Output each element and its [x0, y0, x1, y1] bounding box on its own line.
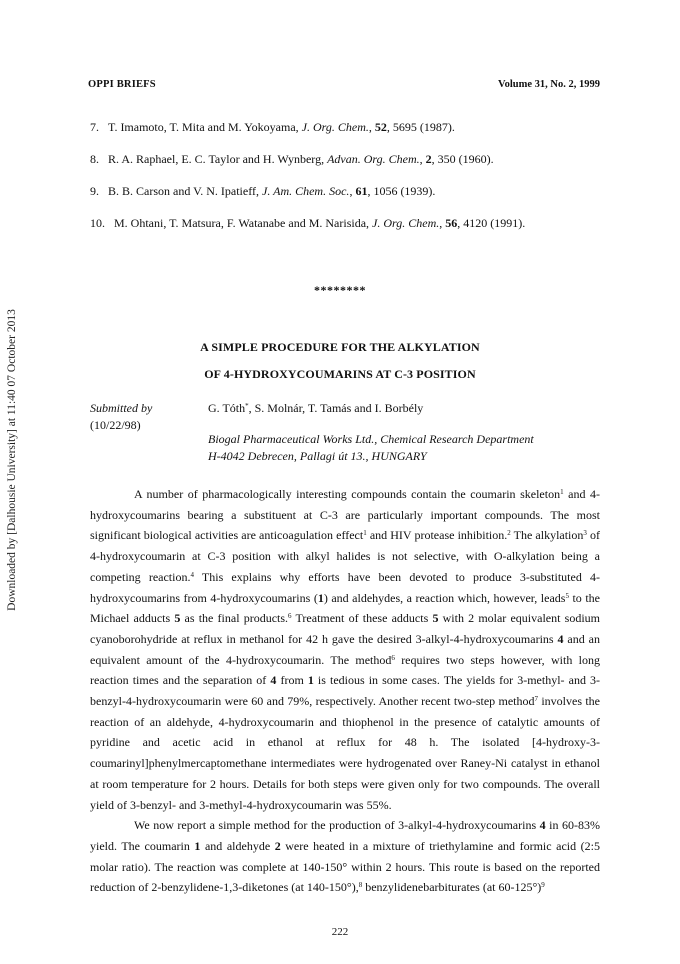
reference-number: 10.: [90, 216, 105, 230]
reference-pages: , 5695 (1987).: [386, 120, 455, 134]
article-title-line-1: A SIMPLE PROCEDURE FOR THE ALKYLATION: [200, 340, 480, 354]
co-authors: , S. Molnár, T. Tamás and I. Borbély: [248, 401, 424, 415]
reference-item: 7. T. Imamoto, T. Mita and M. Yokoyama, J. Org. Chem., 52, 5695 (1987).: [90, 120, 455, 134]
reference-number: 7.: [90, 120, 99, 134]
reference-volume: 52: [374, 120, 387, 134]
download-watermark-text: Downloaded by [Dalhousie University] at 11:40 07 October 2013: [6, 309, 18, 611]
corresponding-author: G. Tóth: [208, 401, 246, 415]
reference-journal: Advan. Org. Chem.: [327, 152, 420, 166]
reference-journal: J. Am. Chem. Soc.: [262, 184, 350, 198]
reference-authors: T. Imamoto, T. Mita and M. Yokoyama,: [108, 120, 302, 134]
affiliation-line-2: H-4042 Debrecen, Pallagi út 13., HUNGARY: [208, 449, 427, 463]
reference-volume: 61: [355, 184, 368, 198]
reference-journal: J. Org. Chem.: [372, 216, 440, 230]
author-list: [208, 401, 423, 416]
corresponding-author-mark: *: [245, 402, 249, 410]
paragraph-2: We now report a simple method for the production of 3-alkyl-4-hydroxycoumarins 4 in 60-83% yield. The coumarin 1 and aldehyde 2 were heated in a mixture of triethylamine and formic acid (2:5 molar ratio). The reaction was complete at 140-150° within 2 hours. This route is based on the reported reduction of 2-benzylidene-1,3-diketones (at 140-150°),$^8$ benzylidenebarbiturates (at 60-125°)$^9$: [90, 818, 601, 895]
reference-authors: R. A. Raphael, E. C. Taylor and H. Wynberg,: [108, 152, 328, 166]
reference-volume: 56: [445, 216, 458, 230]
reference-volume: 2: [425, 152, 432, 166]
reference-item: 9. B. B. Carson and V. N. Ipatieff, J. Am. Chem. Soc., 61, 1056 (1939).: [90, 184, 436, 198]
submitted-date: (10/22/98): [90, 418, 141, 432]
reference-item: 10. M. Ohtani, T. Matsura, F. Watanabe and M. Narisida, J. Org. Chem., 56, 4120 (1991).: [90, 216, 526, 230]
page-number: 222: [331, 926, 349, 938]
reference-authors: M. Ohtani, T. Matsura, F. Watanabe and M. Narisida,: [114, 216, 373, 230]
affiliation-line-1: Biogal Pharmaceutical Works Ltd., Chemical Research Department: [208, 432, 534, 446]
reference-authors: B. B. Carson and V. N. Ipatieff,: [108, 184, 262, 198]
reference-journal: J. Org. Chem.: [301, 120, 369, 134]
reference-number: 8.: [90, 152, 99, 166]
download-watermark: [0, 0, 24, 964]
reference-item: 8. R. A. Raphael, E. C. Taylor and H. Wynberg, Advan. Org. Chem., 2, 350 (1960).: [90, 152, 494, 166]
reference-pages: , 1056 (1939).: [367, 184, 436, 198]
submitted-label: Submitted by: [90, 401, 153, 415]
section-separator: ********: [314, 283, 366, 297]
reference-number: 9.: [90, 184, 99, 198]
reference-pages: , 4120 (1991).: [457, 216, 526, 230]
paragraph-1: A number of pharmacologically interesting compounds contain the coumarin skeleton$^1$ and 4-hydroxycoumarins bearing a substituent at C-3 are particularly important compounds. The most significant biological activities are anticoagulation effect$^1$ and HIV protease inhibition.$^2$ The alkylation$^3$ of 4-hydroxycoumarin at C-3 position with alkyl halides is not selective, with O-alkylation being a competing reaction.$^4$ This explains why efforts have been devoted to produce 3-substituted 4-hydroxycoumarins from 4-hydroxycoumarins (1) and aldehydes, a reaction which, however, leads$^5$ to the Michael adducts 5 as the final products.$^6$ Treatment of these adducts 5 with 2 molar equivalent sodium cyanoborohydride at reflux in methanol for 42 h gave the desired 3-alkyl-4-hydroxycoumarins 4 and an equivalent amount of the 4-hydroxycoumarin. The method$^6$ requires two steps however, with long reaction times and the separation of 4 from 1 is tedious in some cases. The yields for 3-methyl- and 3-benzyl-4-hydroxycoumarin were 60 and 79%, respectively. Another recent two-step method$^7$ involves the reaction of an aldehyde, 4-hydroxycoumarin and thiophenol in the presence of catalytic amounts of pyridine and acetic acid in ethanol at reflux for 48 h. The isolated [4-hydroxy-3-coumarinyl]phenylmercaptomethane intermediates were hydrogenated over Raney-Ni catalyst in ethanol at room temperature for 2 hours. Details for both steps were given only for two compounds. The overall yield of 3-benzyl- and 3-methyl-4-hydroxycoumarin was 55%.: [90, 487, 601, 812]
article-body: [90, 484, 600, 898]
journal-section: OPPI BRIEFS: [88, 79, 156, 90]
reference-pages: , 350 (1960).: [431, 152, 494, 166]
volume-info: Volume 31, No. 2, 1999: [498, 79, 600, 90]
article-title-line-2: OF 4-HYDROXYCOUMARINS AT C-3 POSITION: [204, 367, 476, 381]
